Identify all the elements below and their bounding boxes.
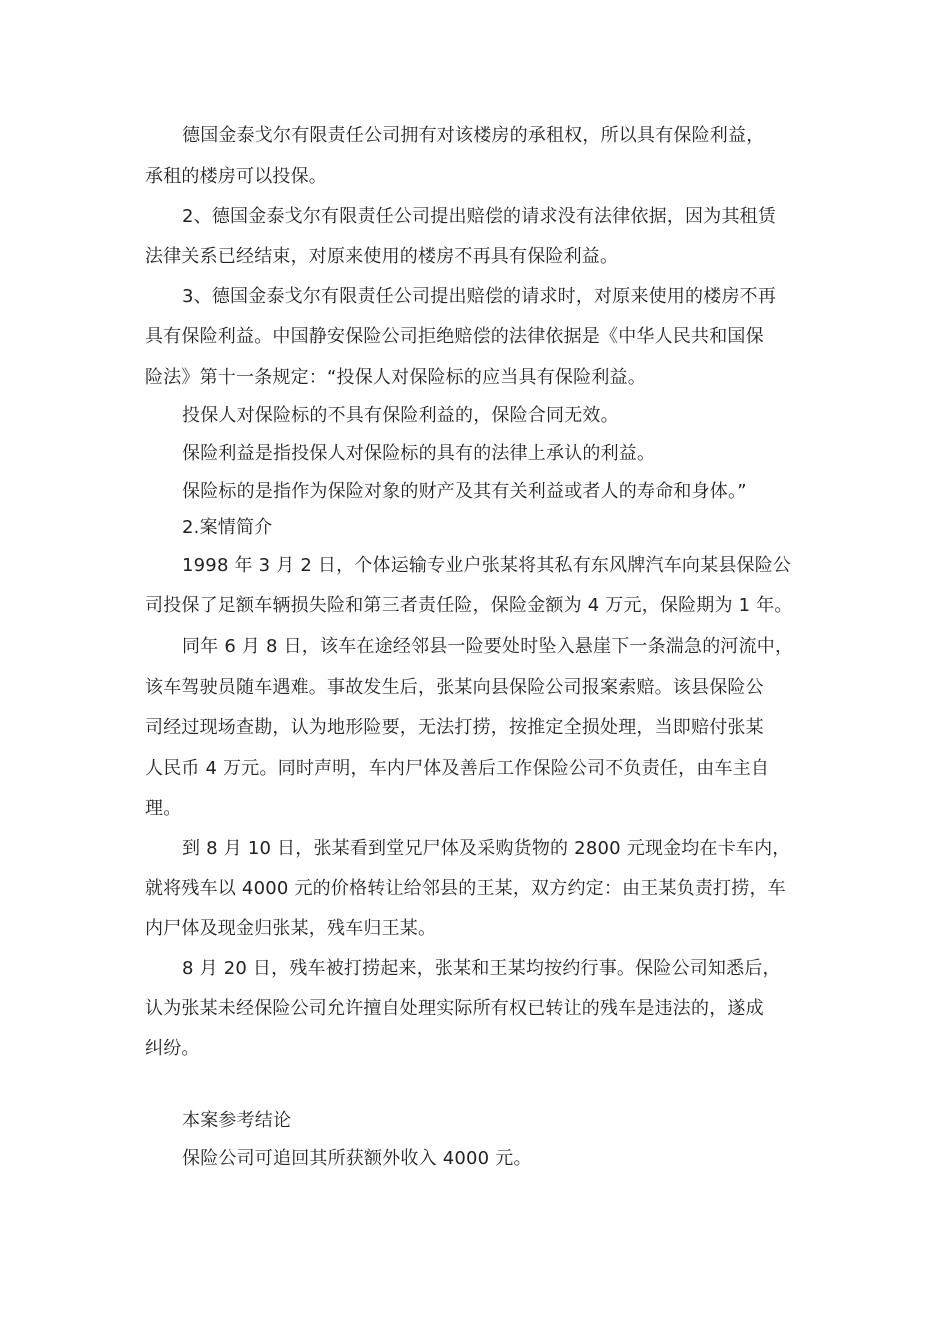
text-line: 理。 — [145, 798, 182, 819]
text-line: 具有保险利益。中国静安保险公司拒绝赔偿的法律依据是《中华人民共和国保 — [145, 326, 764, 347]
text-line: 8 月 20 日，残车被打捞起来，张某和王某均按约行事。保险公司知悉后， — [182, 958, 781, 979]
section-heading: 2.案情简介 — [182, 517, 273, 538]
text-line: 该车驾驶员随车遇难。事故发生后，张某向县保险公司报案索赔。该县保险公 — [145, 677, 764, 698]
text-line: 就将残车以 4000 元的价格转让给邻县的王某，双方约定：由王某负责打捞，车 — [145, 878, 786, 899]
text-line: 内尸体及现金归张某，残车归王某。 — [145, 918, 437, 939]
section-heading: 本案参考结论 — [182, 1110, 292, 1131]
text-line: 德国金泰戈尔有限责任公司拥有对该楼房的承租权，所以具有保险利益， — [182, 125, 765, 146]
text-line: 认为张某未经保险公司允许擅自处理实际所有权已转让的残车是违法的，遂成 — [145, 998, 764, 1019]
text-line: 保险利益是指投保人对保险标的具有的法律上承认的利益。 — [182, 443, 656, 464]
text-line: 纠纷。 — [145, 1038, 200, 1059]
text-line: 2、德国金泰戈尔有限责任公司提出赔偿的请求没有法律依据，因为其租赁 — [182, 206, 777, 227]
text-line: 1998 年 3 月 2 日，个体运输专业户张某将其私有东风牌汽车向某县保险公 — [182, 555, 792, 576]
text-line: 同年 6 月 8 日，该车在途经邻县一险要处时坠入悬崖下一条湍急的河流中， — [182, 636, 794, 657]
text-line: 保险公司可追回其所获额外收入 4000 元。 — [182, 1148, 532, 1169]
text-line: 投保人对保险标的不具有保险利益的，保险合同无效。 — [182, 405, 619, 426]
text-line: 到 8 月 10 日，张某看到堂兄尸体及采购货物的 2800 元现金均在卡车内， — [182, 838, 791, 859]
text-line: 3、德国金泰戈尔有限责任公司提出赔偿的请求时，对原来使用的楼房不再 — [182, 286, 777, 307]
text-line: 法律关系已经结束，对原来使用的楼房不再具有保险利益。 — [145, 246, 619, 267]
text-line: 险法》第十一条规定：“投保人对保险标的应当具有保险利益。 — [145, 367, 646, 388]
text-line: 承租的楼房可以投保。 — [145, 166, 327, 187]
text-line: 人民币 4 万元。同时声明，车内尸体及善后工作保险公司不负责任，由车主自 — [145, 758, 770, 779]
text-line: 司投保了足额车辆损失险和第三者责任险，保险金额为 4 万元，保险期为 1 年。 — [145, 595, 793, 616]
text-line: 保险标的是指作为保险对象的财产及其有关利益或者人的寿命和身体。” — [182, 481, 747, 502]
text-line: 司经过现场查勘，认为地形险要，无法打捞，按推定全损处理，当即赔付张某 — [145, 717, 764, 738]
